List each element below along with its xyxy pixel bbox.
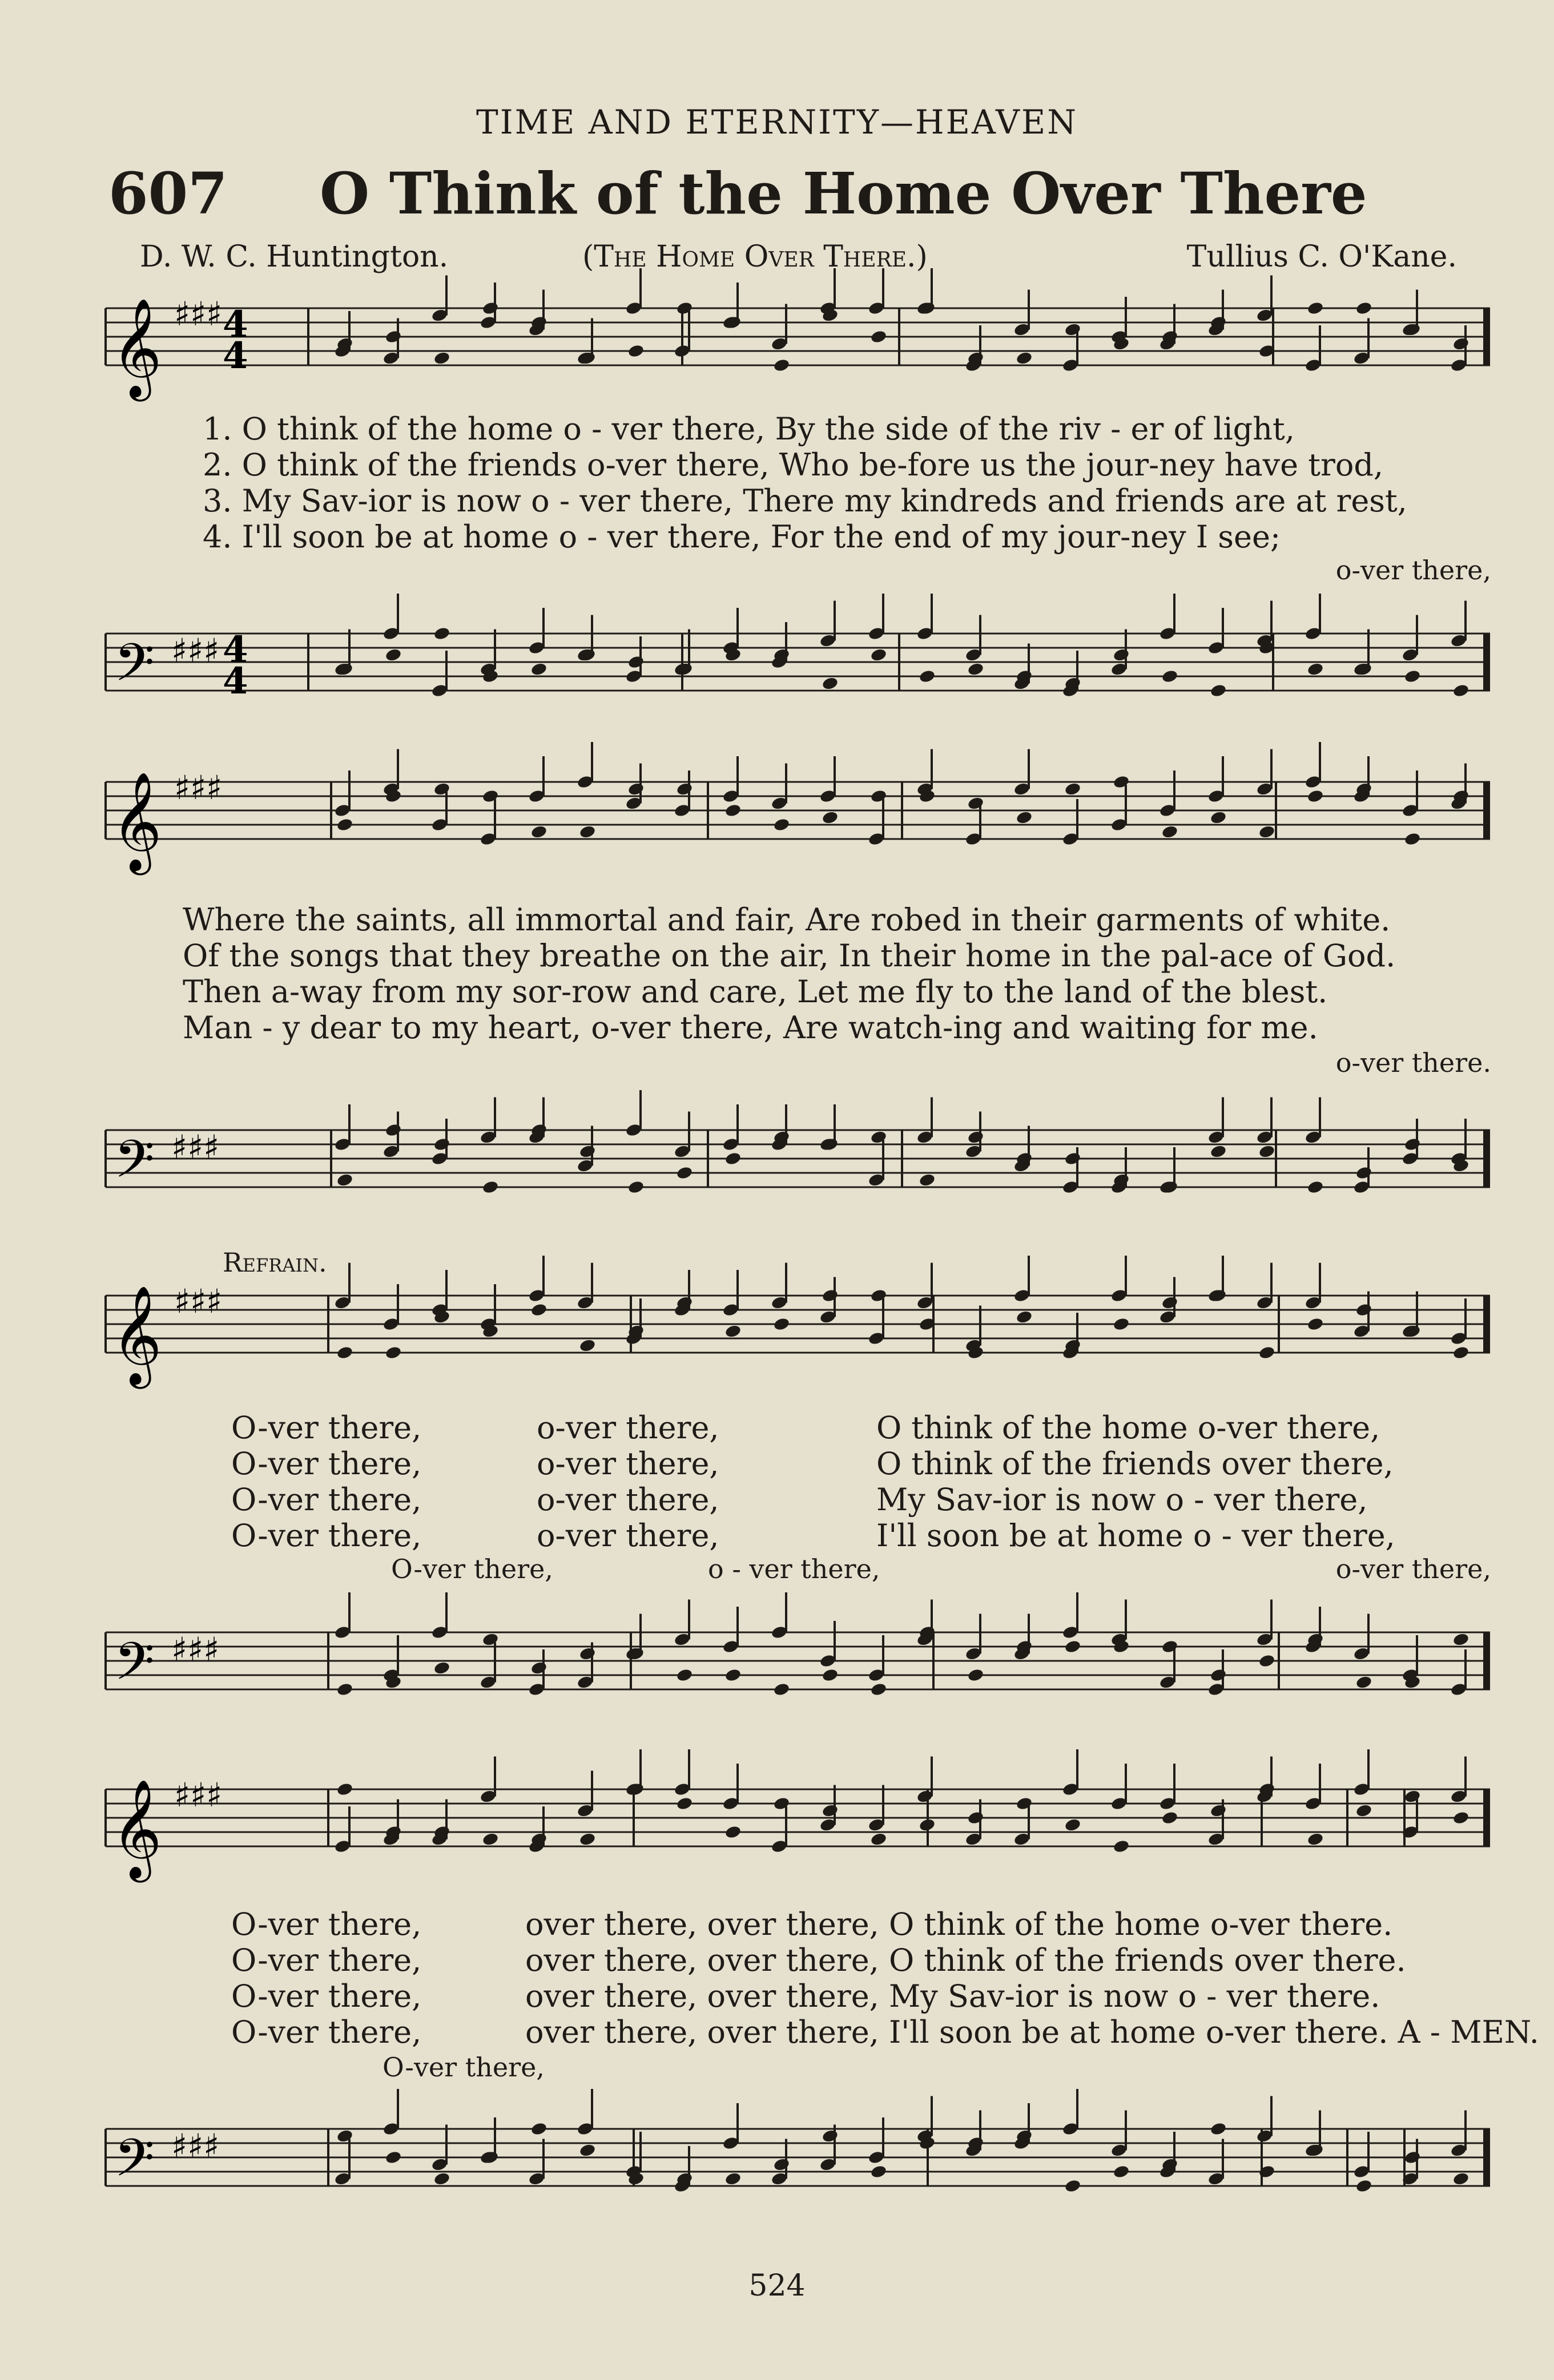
note-head	[336, 1173, 354, 1188]
time-signature-bottom: 4	[223, 334, 248, 377]
note-head	[822, 2129, 839, 2144]
note-head	[336, 1682, 354, 1697]
note-head	[579, 1338, 597, 1353]
note-head	[579, 1832, 597, 1847]
note-head	[724, 803, 742, 818]
treble-clef-icon: 𝄞	[111, 1285, 162, 1385]
note-head	[870, 329, 888, 344]
note-head	[336, 1345, 354, 1360]
refrain-4-c: I'll soon be at home o - ver there,	[876, 1518, 1395, 1554]
tune-name: (The Home Over There.)	[582, 240, 928, 274]
note-head	[870, 789, 888, 804]
note-head	[1307, 1832, 1324, 1847]
note-head	[482, 789, 500, 804]
refrain-end-2-b: over there, over there, O think of the friends over there.	[525, 1942, 1406, 1978]
refrain-3-b: o-ver there,	[537, 1482, 719, 1518]
note-head	[1307, 662, 1324, 677]
note-head	[1064, 782, 1082, 797]
hymn-title: O Think of the Home Over There	[320, 160, 1367, 227]
refrain-end-4-b: over there, over there, I'll soon be at home o-ver there. A - MEN.	[525, 2014, 1539, 2050]
note-head	[870, 1682, 888, 1697]
note-head	[627, 655, 645, 669]
time-signature-top: 4	[223, 303, 248, 346]
note-head	[385, 648, 402, 663]
treble-staff-system-2	[0, 768, 1554, 896]
verse-2-line-1: 2. O think of the friends o-ver there, Who be-fore us the jour-ney have trod,	[203, 447, 1384, 483]
bass-clef-icon: 𝄢	[114, 632, 155, 705]
treble-clef-icon: 𝄞	[111, 1779, 162, 1878]
key-signature-sharps: ♯♯♯	[171, 1630, 220, 1669]
bass-staff-system-4	[0, 2095, 1554, 2220]
note-head	[919, 669, 936, 684]
note-head	[773, 817, 791, 832]
note-head	[336, 2129, 354, 2144]
note-head	[676, 1668, 694, 1683]
note-head	[967, 1130, 985, 1145]
refrain-end-3-b: over there, over there, My Sav-ior is now o - ver there.	[525, 1978, 1380, 2014]
key-signature-sharps: ♯♯♯	[171, 1128, 220, 1167]
note-head	[433, 2172, 451, 2187]
refrain-3-a: O-ver there,	[231, 1482, 422, 1518]
note-heads	[334, 2089, 1470, 2193]
key-signature-sharps: ♯♯♯	[174, 1282, 223, 1321]
note-head	[773, 1682, 791, 1697]
refrain-label: Refrain.	[223, 1247, 327, 1278]
note-head	[1064, 1151, 1082, 1166]
verse-3-line-2: Then a-way from my sor-row and care, Let me fly to the land of the blest.	[183, 974, 1328, 1010]
note-head	[676, 1165, 694, 1180]
note-heads	[334, 594, 1470, 698]
note-head	[1258, 1345, 1276, 1360]
note-head	[385, 2150, 402, 2165]
note-head	[1016, 1796, 1033, 1811]
refrain-3-c: My Sav-ior is now o - ver there,	[876, 1482, 1368, 1518]
note-head	[1113, 774, 1130, 789]
note-head	[1355, 2179, 1373, 2193]
note-head	[724, 1825, 742, 1840]
note-head	[433, 626, 451, 641]
hymn-number: 607	[108, 160, 228, 227]
note-heads	[334, 1749, 1470, 1854]
note-head	[579, 825, 597, 840]
note-head	[1404, 669, 1422, 684]
verse-4-line-2: Man - y dear to my heart, o-ver there, Are watch-ing and waiting for me.	[183, 1010, 1318, 1046]
staff-lines	[106, 308, 1490, 365]
note-head	[1016, 810, 1033, 825]
note-head	[1307, 789, 1324, 804]
bass-cue-4: O-ver there,	[383, 2052, 545, 2083]
note-head	[1064, 322, 1082, 337]
note-head	[530, 825, 548, 840]
note-head	[1016, 1310, 1033, 1325]
note-head	[336, 1782, 354, 1797]
note-head	[967, 662, 985, 677]
treble-clef-icon: 𝄞	[111, 772, 162, 871]
note-head	[530, 662, 548, 677]
note-head	[433, 351, 451, 366]
page-number: 524	[748, 2269, 806, 2303]
note-head	[482, 1180, 500, 1195]
note-head	[1113, 1839, 1130, 1854]
note-head	[822, 1804, 839, 1818]
note-head	[1452, 2172, 1470, 2187]
refrain-1-a: O-ver there,	[231, 1410, 422, 1446]
refrain-end-1-b: over there, over there, O think of the home o-ver there.	[525, 1906, 1393, 1942]
note-head	[1307, 1317, 1324, 1332]
note-head	[1161, 1296, 1179, 1310]
key-signature-sharps: ♯♯♯	[171, 631, 220, 670]
refrain-4-a: O-ver there,	[231, 1518, 422, 1554]
refrain-2-b: o-ver there,	[537, 1446, 719, 1482]
note-head	[530, 1661, 548, 1676]
note-head	[1355, 301, 1373, 316]
note-head	[1210, 1144, 1227, 1159]
note-head	[530, 2121, 548, 2136]
bass-clef-icon: 𝄢	[114, 1129, 155, 1202]
bass-cue-3-c: o-ver there,	[1335, 1554, 1491, 1584]
note-head	[627, 344, 645, 358]
note-head	[1307, 301, 1324, 316]
note-head	[1452, 1632, 1470, 1647]
note-head	[822, 810, 839, 825]
note-head	[1161, 1639, 1179, 1654]
time-signature-top: 4	[223, 628, 248, 671]
note-head	[1258, 825, 1276, 840]
note-head	[1258, 1144, 1276, 1159]
refrain-1-c: O think of the home o-ver there,	[876, 1410, 1380, 1446]
section-heading: TIME AND ETERNITY—HEAVEN	[476, 103, 1078, 142]
note-head	[579, 1647, 597, 1661]
note-head	[1307, 1180, 1324, 1195]
note-head	[530, 1302, 548, 1317]
key-signature-sharps: ♯♯♯	[174, 1776, 223, 1814]
bass-clef-icon: 𝄢	[114, 2128, 155, 2201]
note-head	[1161, 1810, 1179, 1825]
note-head	[870, 2164, 888, 2179]
bass-staff-system-3	[0, 1598, 1554, 1724]
bass-staff-system-2	[0, 1096, 1554, 1221]
note-head	[385, 1345, 402, 1360]
refrain-2-a: O-ver there,	[231, 1446, 422, 1482]
refrain-1-b: o-ver there,	[537, 1410, 719, 1446]
note-head	[1064, 2179, 1082, 2193]
note-head	[1355, 1675, 1373, 1690]
verse-2-line-2: Of the songs that they breathe on the air, In their home in the pal-ace of God.	[183, 938, 1396, 974]
note-head	[433, 782, 451, 797]
note-head	[822, 1668, 839, 1683]
note-head	[482, 1832, 500, 1847]
note-head	[1016, 351, 1033, 366]
note-head	[919, 1173, 936, 1188]
note-head	[676, 301, 694, 316]
note-heads	[334, 1256, 1470, 1360]
note-head	[627, 782, 645, 797]
note-head	[822, 1288, 839, 1303]
hymn-author: D. W. C. Huntington.	[140, 240, 449, 274]
verse-1-line-2: Where the saints, all immortal and fair, Are robed in their garments of white.	[183, 902, 1391, 938]
note-head	[773, 1796, 791, 1811]
note-head	[1404, 832, 1422, 846]
refrain-end-4-a: O-ver there,	[231, 2014, 422, 2050]
note-head	[482, 301, 500, 316]
note-head	[773, 1317, 791, 1332]
verse-4-line-1: 4. I'll soon be at home o - ver there, For the end of my jour-ney I see;	[203, 519, 1281, 555]
note-head	[724, 2172, 742, 2187]
refrain-end-2-a: O-ver there,	[231, 1942, 422, 1978]
note-head	[1210, 683, 1227, 698]
note-head	[870, 1288, 888, 1303]
note-head	[1113, 2164, 1130, 2179]
key-signature-sharps: ♯♯♯	[174, 768, 223, 807]
note-head	[433, 1137, 451, 1152]
note-head	[1355, 1302, 1373, 1317]
note-head	[1113, 648, 1130, 663]
note-head	[1210, 1804, 1227, 1818]
note-head	[579, 1144, 597, 1159]
note-head	[1258, 1653, 1276, 1668]
note-head	[1064, 1639, 1082, 1654]
note-heads	[334, 268, 1470, 373]
note-head	[1210, 1668, 1227, 1683]
refrain-2-c: O think of the friends over there,	[876, 1446, 1394, 1482]
bass-staff-system-1	[0, 599, 1554, 725]
note-head	[1404, 2150, 1422, 2165]
note-head	[724, 1324, 742, 1339]
note-head	[919, 1818, 936, 1833]
note-head	[870, 648, 888, 663]
refrain-end-1-a: O-ver there,	[231, 1906, 422, 1942]
note-head	[1404, 1137, 1422, 1152]
note-head	[1113, 1317, 1130, 1332]
note-head	[773, 358, 791, 373]
note-head	[1404, 1789, 1422, 1804]
note-head	[967, 796, 985, 811]
note-head	[1355, 1804, 1373, 1818]
note-head	[870, 1130, 888, 1145]
note-head	[579, 2143, 597, 2158]
note-head	[967, 1810, 985, 1825]
note-head	[1064, 1818, 1082, 1833]
bass-cue-3-b: o - ver there,	[708, 1554, 880, 1584]
bass-cue-3-a: O-ver there,	[391, 1554, 553, 1584]
note-head	[724, 1668, 742, 1683]
treble-clef-icon: 𝄞	[111, 298, 162, 397]
note-head	[1452, 683, 1470, 698]
bass-cue-2: o-ver there.	[1335, 1047, 1491, 1078]
hymn-composer: Tullius C. O'Kane.	[1186, 240, 1457, 274]
key-signature-sharps: ♯♯♯	[174, 295, 223, 333]
note-head	[1452, 1810, 1470, 1825]
note-head	[1210, 810, 1227, 825]
verse-3-line-1: 3. My Sav-ior is now o - ver there, There my kindreds and friends are at rest,	[203, 483, 1407, 519]
bass-clef-icon: 𝄢	[114, 1631, 155, 1704]
note-head	[336, 817, 354, 832]
note-head	[1355, 1165, 1373, 1180]
note-head	[676, 782, 694, 797]
note-head	[870, 1832, 888, 1847]
refrain-end-3-a: O-ver there,	[231, 1978, 422, 2014]
note-head	[385, 329, 402, 344]
note-heads	[334, 1592, 1470, 1697]
treble-staff-system-1	[0, 297, 1554, 422]
note-head	[627, 1180, 645, 1195]
note-head	[1161, 825, 1179, 840]
note-head	[482, 1632, 500, 1647]
note-head	[773, 2157, 791, 2172]
key-signature-sharps: ♯♯♯	[171, 2127, 220, 2165]
bass-cue-1: o-ver there,	[1335, 555, 1491, 586]
note-head	[724, 1151, 742, 1166]
note-head	[385, 1123, 402, 1137]
note-head	[1161, 669, 1179, 684]
note-head	[1452, 337, 1470, 352]
note-head	[676, 1796, 694, 1811]
verse-1-line-1: 1. O think of the home o - ver there, By the side of the riv - er of light,	[203, 411, 1295, 447]
treble-staff-system-3	[0, 1284, 1554, 1410]
treble-staff-system-4	[0, 1778, 1554, 1903]
note-head	[967, 1668, 985, 1683]
note-head	[1452, 1345, 1470, 1360]
time-signature-bottom: 4	[223, 660, 248, 703]
note-head	[822, 676, 839, 691]
refrain-4-b: o-ver there,	[537, 1518, 719, 1554]
note-head	[1210, 2121, 1227, 2136]
note-head	[433, 1661, 451, 1676]
